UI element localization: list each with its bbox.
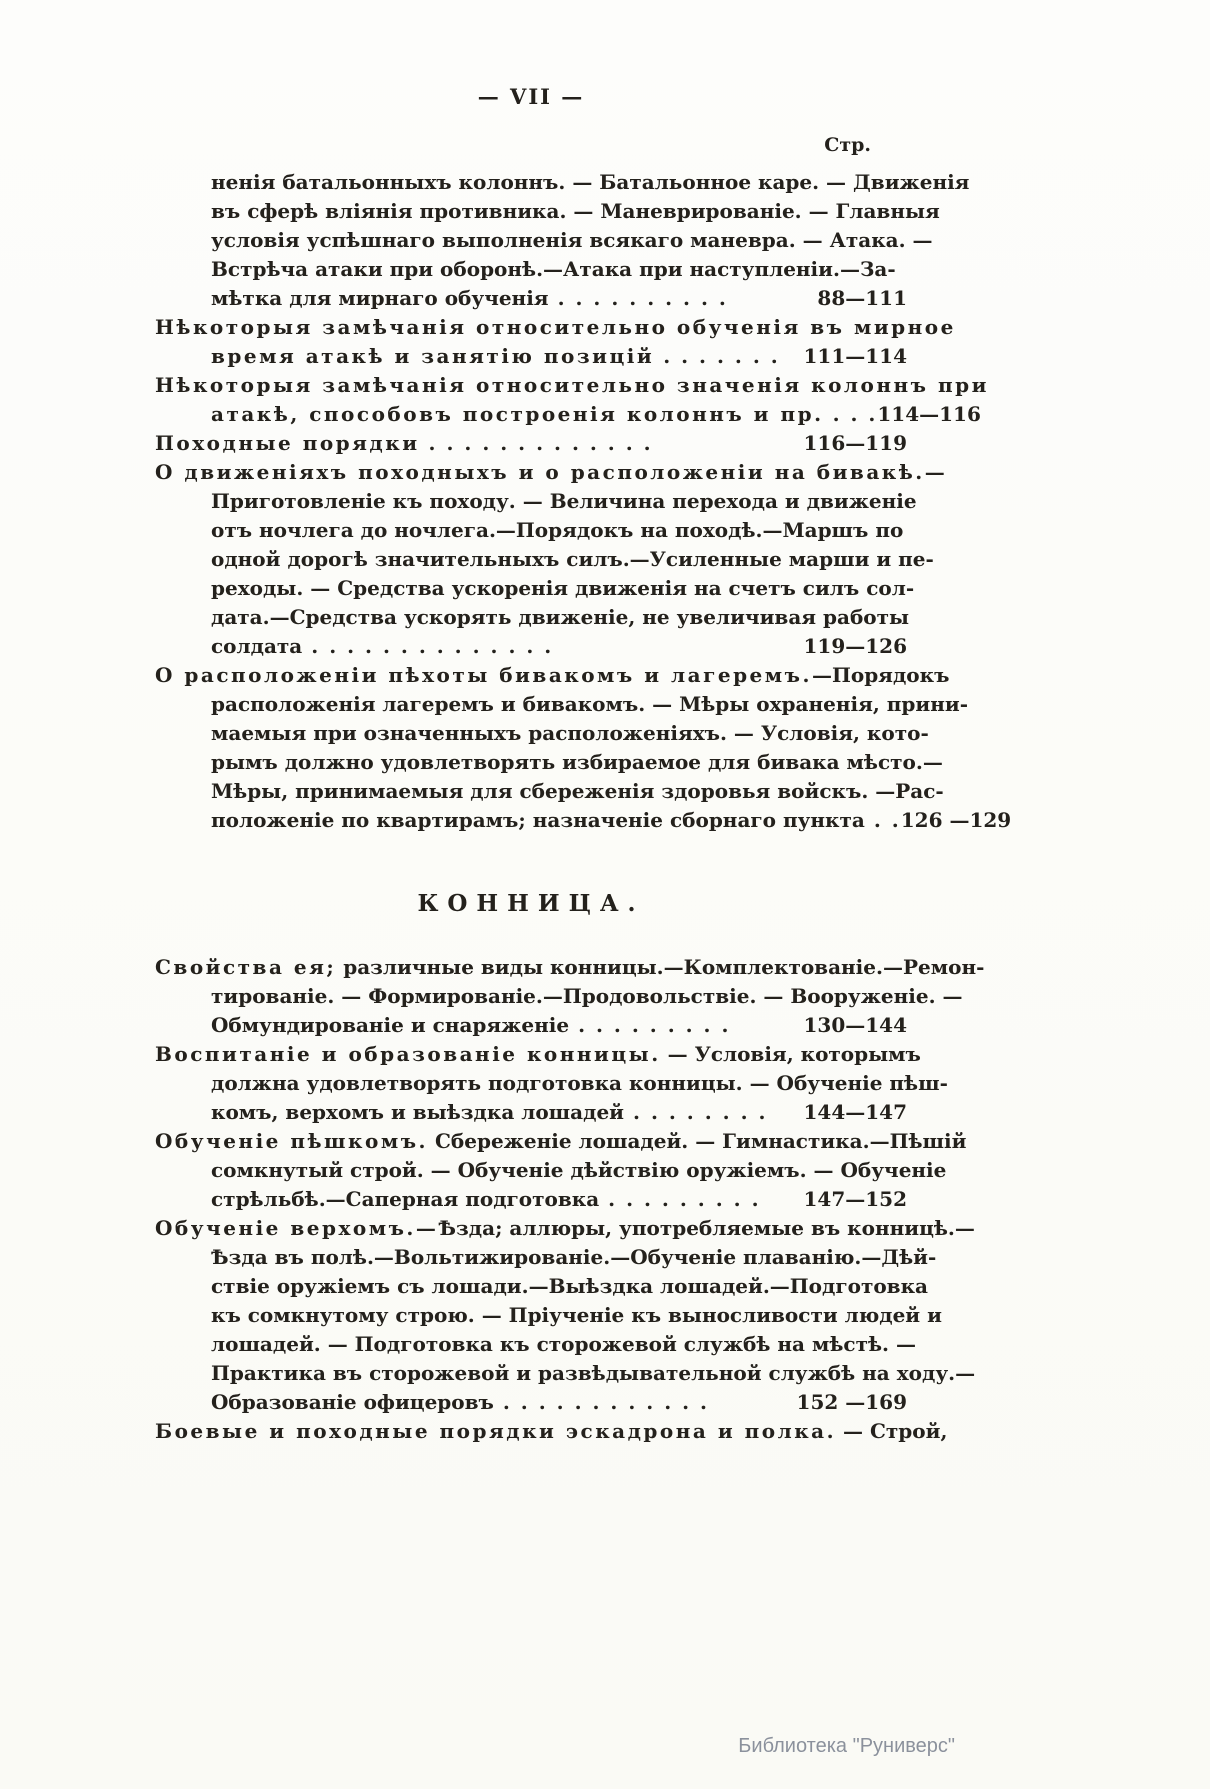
leader-dots: . . . . . . . . . . . .: [502, 1390, 710, 1414]
toc-line: [155, 953, 985, 982]
toc-line: [155, 1417, 948, 1446]
entry-text-spaced: О расположеніи пѣхоты бивакомъ и лагеремъ.: [155, 663, 812, 687]
entry-text: въ сферѣ вліянія противника. — Маневрированіе. — Главныя: [211, 199, 940, 223]
page-range: 119—126: [803, 634, 907, 658]
toc-line: [155, 982, 963, 1011]
entry-text-spaced: время атакѣ и занятію позицій: [211, 344, 655, 368]
toc-line: [155, 458, 948, 487]
leader-dots: . . . . . . . . . .: [557, 286, 728, 310]
entry-text-spaced: атакѣ, способовъ построенія колоннъ и пр.: [211, 402, 824, 426]
entry-text: маемыя при означенныхъ расположеніяхъ. — Условія, кото-: [211, 721, 929, 745]
toc-line: [155, 342, 907, 371]
toc-line: [155, 1243, 937, 1272]
entry-text: ненія батальонныхъ колоннъ. — Батальонное каре. — Движенія: [211, 170, 970, 194]
section-heading: КОННИЦА.: [417, 890, 645, 917]
entry-text: Встрѣча атаки при оборонѣ.—Атака при наступленіи.—За-: [211, 257, 896, 281]
toc-line: [155, 1040, 921, 1069]
entry-text: стрѣльбѣ.—Саперная подготовка: [211, 1187, 600, 1211]
entry-text: условія успѣшнаго выполненія всякаго маневра. — Атака. —: [211, 228, 933, 252]
toc-line: [155, 516, 907, 545]
toc-line: [155, 429, 907, 458]
toc-line: [155, 1156, 947, 1185]
leader-dots: . . . . . . . . .: [608, 1187, 761, 1211]
page-range: 152 —169: [796, 1390, 907, 1414]
entry-text-spaced: Воспитаніе и образованіе конницы.: [155, 1042, 661, 1066]
leader-dots: . .: [873, 808, 901, 832]
entry-text: Сбереженіе лошадей. — Гимнастика.—Пѣшій: [428, 1129, 967, 1153]
entry-text-spaced: Свойства ея;: [155, 955, 337, 979]
toc-line: [155, 545, 934, 574]
entry-text-spaced: О движеніяхъ походныхъ и о расположеніи на бивакѣ.—: [155, 460, 948, 484]
entry-text: Обмундированіе и снаряженіе: [211, 1013, 570, 1037]
entry-text: положеніе по квартирамъ; назначеніе сборнаго пункта: [211, 808, 865, 832]
toc-line: [155, 632, 907, 661]
toc-line: [155, 1359, 976, 1388]
leader-dots: . . . . . . . . . . . . . .: [311, 634, 554, 658]
toc-line: [155, 1272, 928, 1301]
entry-text: къ сомкнутому строю. — Пріученіе къ выносливости людей и: [211, 1303, 942, 1327]
entry-text: реходы. — Средства ускоренія движенія на счетъ силъ сол-: [211, 576, 915, 600]
page-range: 114—116: [877, 402, 981, 426]
page-range: 147—152: [803, 1187, 907, 1211]
page-range: 144—147: [803, 1100, 907, 1124]
entry-text: расположенія лагеремъ и бивакомъ. — Мѣры охраненія, прини-: [211, 692, 969, 716]
entry-text: различные виды конницы.—Комплектованіе.—Ремон-: [336, 955, 985, 979]
leader-dots: . . .: [832, 402, 878, 426]
toc-line: [155, 226, 933, 255]
toc-line: [155, 574, 915, 603]
entry-text: рымъ должно удовлетворять избираемое для бивака мѣсто.—: [211, 750, 943, 774]
toc-line: [155, 197, 940, 226]
toc-line: [155, 1098, 907, 1127]
toc-line: [155, 777, 944, 806]
toc-line: [155, 603, 910, 632]
leader-dots: . . . . . . . . . . . . .: [428, 431, 653, 455]
toc-line: [155, 1388, 907, 1417]
toc-line: [155, 1069, 948, 1098]
entry-text: сомкнутый строй. — Обученіе дѣйствію оружіемъ. — Обученіе: [211, 1158, 947, 1182]
toc-line: [155, 1127, 967, 1156]
toc-line: [155, 1214, 975, 1243]
entry-text: должна удовлетворять подготовка конницы. — Обученіе пѣш-: [211, 1071, 948, 1095]
toc-line: [155, 168, 970, 197]
toc-line: [155, 1330, 916, 1359]
toc-line: [155, 1185, 907, 1214]
entry-text-spaced: Нѣкоторыя замѣчанія относительно значенія колоннъ при: [155, 373, 989, 397]
entry-text: Образованіе офицеровъ: [211, 1390, 494, 1414]
toc-line: [155, 661, 950, 690]
entry-text: лошадей. — Подготовка къ сторожевой службѣ на мѣстѣ. —: [211, 1332, 916, 1356]
entry-text-spaced: Обученіе пѣшкомъ.: [155, 1129, 429, 1153]
entry-text: солдата: [211, 634, 303, 658]
entry-text-spaced: Походные порядки: [155, 431, 420, 455]
entry-text: тированіе. — Формированіе.—Продовольствіе. — Вооруженіе. —: [211, 984, 963, 1008]
leader-dots: . . . . . . . . .: [578, 1013, 731, 1037]
entry-text: мѣтка для мирнаго обученія: [211, 286, 549, 310]
entry-text: Ѣзда въ полѣ.—Вольтижированіе.—Обученіе плаванію.—Дѣй-: [211, 1245, 937, 1269]
toc-line: [155, 255, 907, 284]
toc-line: [155, 719, 929, 748]
page-column-header: Стр.: [824, 134, 871, 156]
page-range: 111—114: [803, 344, 907, 368]
toc-line: [155, 748, 943, 777]
toc-line: [155, 1301, 942, 1330]
toc-line: [155, 1011, 907, 1040]
toc-line: [155, 284, 907, 313]
page-number-header: — VII —: [477, 84, 585, 109]
toc-line: [155, 487, 917, 516]
entry-text-spaced: Обученіе верхомъ.—: [155, 1216, 439, 1240]
entry-text: — Строй,: [836, 1419, 948, 1443]
leader-dots: . . . . . . .: [663, 344, 780, 368]
entry-text: Приготовленіе къ походу. — Величина перехода и движеніе: [211, 489, 917, 513]
entry-text: —Порядокъ: [811, 663, 950, 687]
page-range: 88—111: [817, 286, 907, 310]
library-watermark: Библиотека "Руниверс": [738, 1735, 955, 1757]
toc-line: [155, 690, 969, 719]
entry-text-spaced: Нѣкоторыя замѣчанія относительно обученія въ мирное: [155, 315, 956, 339]
toc-line: [155, 806, 1012, 835]
entry-text: комъ, верхомъ и выѣздка лошадей: [211, 1100, 625, 1124]
toc-line: [155, 371, 989, 400]
leader-dots: . . . . . . . .: [633, 1100, 768, 1124]
toc-line: [155, 313, 956, 342]
toc-line: [155, 400, 981, 429]
entry-text: Мѣры, принимаемыя для сбереженія здоровья войскъ. —Рас-: [211, 779, 944, 803]
entry-text: ствіе оружіемъ съ лошади.—Выѣздка лошадей.—Подготовка: [211, 1274, 928, 1298]
page-range: 130—144: [803, 1013, 907, 1037]
entry-text: отъ ночлега до ночлега.—Порядокъ на походѣ.—Маршъ по: [211, 518, 904, 542]
entry-text: Ѣзда; аллюры, употребляемые въ конницѣ.—: [438, 1216, 975, 1240]
entry-text: Практика въ сторожевой и развѣдывательной службѣ на ходу.—: [211, 1361, 976, 1385]
toc: [155, 168, 1012, 1446]
entry-text: — Условія, которымъ: [660, 1042, 921, 1066]
entry-text: одной дорогѣ значительныхъ силъ.—Усиленные марши и пе-: [211, 547, 934, 571]
entry-text: дата.—Средства ускорять движеніе, не увеличивая работы: [211, 605, 910, 629]
page-range: 116—119: [803, 431, 907, 455]
entry-text-spaced: Боевые и походные порядки эскадрона и полка.: [155, 1419, 837, 1443]
page-range: 126 —129: [900, 808, 1012, 832]
